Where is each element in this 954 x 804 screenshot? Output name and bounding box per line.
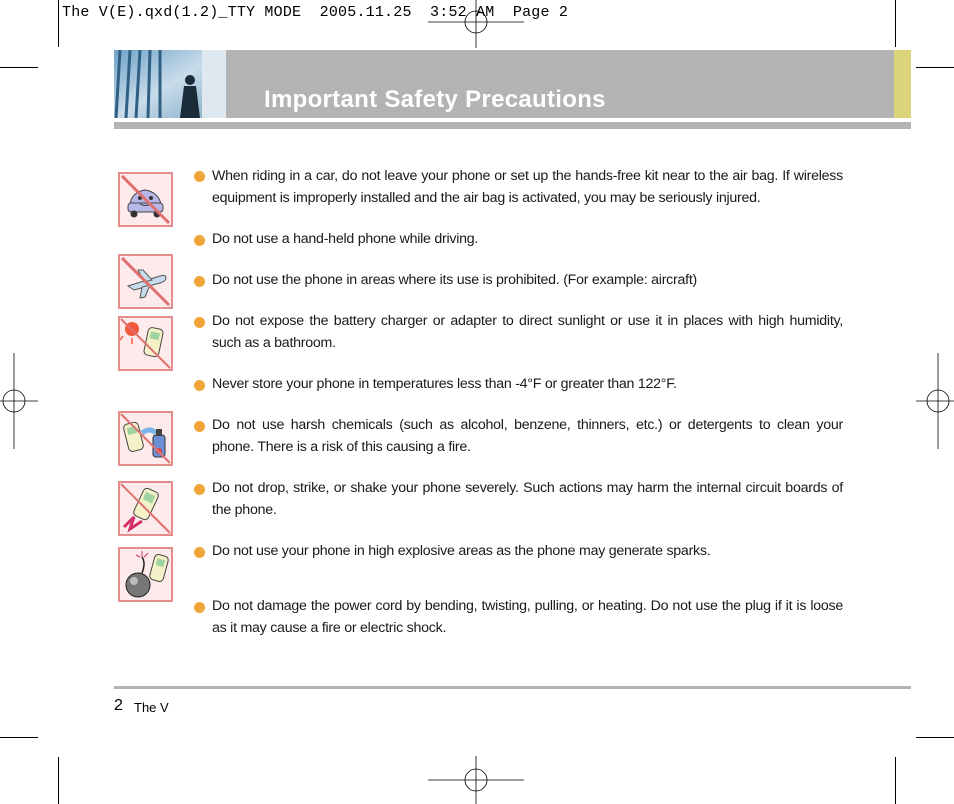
footer-label: The V bbox=[134, 700, 169, 715]
bullet-dot bbox=[194, 171, 205, 182]
page-number: 2 bbox=[114, 697, 123, 714]
bullet-dot bbox=[194, 235, 205, 246]
list-item: Do not use harsh chemicals (such as alcohol, benzene, thinners, etc.) or detergents to clean your phone. There is a risk of this causing a fire. bbox=[212, 417, 843, 455]
list-item: When riding in a car, do not leave your phone or set up the hands-free kit near to the air bag. If wireless equipment is improperly installed and the air bag is activated, you may be seriously injured. bbox=[212, 168, 843, 206]
registration-mark-top bbox=[428, 0, 524, 48]
registration-mark-right bbox=[916, 353, 954, 449]
footer-rule bbox=[114, 686, 911, 689]
registration-mark-left bbox=[0, 353, 38, 449]
header-photo bbox=[114, 50, 226, 118]
bullet-dot bbox=[194, 484, 205, 495]
bullet-dot bbox=[194, 602, 205, 613]
list-item: Do not use your phone in high explosive areas as the phone may generate sparks. bbox=[212, 543, 711, 559]
bullet-dot bbox=[194, 421, 205, 432]
list-item: Never store your phone in temperatures less than -4°F or greater than 122°F. bbox=[212, 376, 677, 392]
no-aircraft-icon bbox=[118, 254, 173, 309]
phone-drop-icon bbox=[118, 481, 173, 536]
bullet-dot bbox=[194, 547, 205, 558]
page-title: Important Safety Precautions bbox=[264, 86, 606, 113]
list-item: Do not expose the battery charger or adapter to direct sunlight or use it in places with high humidity, such as a bathroom. bbox=[212, 313, 843, 351]
bullet-dot bbox=[194, 380, 205, 391]
header-accent-bar bbox=[894, 50, 911, 118]
bullet-dot bbox=[194, 317, 205, 328]
list-item: Do not drop, strike, or shake your phone severely. Such actions may harm the internal circuit boards of the phone. bbox=[212, 480, 843, 518]
explosive-bomb-icon bbox=[118, 547, 173, 602]
sun-heat-icon bbox=[118, 316, 173, 371]
list-item: Do not damage the power cord by bending, twisting, pulling, or heating. Do not use the plug if it is loose as it may cause a fire or electric shock. bbox=[212, 598, 843, 636]
registration-mark-bottom bbox=[428, 756, 524, 804]
chemical-spray-icon bbox=[118, 411, 173, 466]
slug-line: The V(E).qxd(1.2)_TTY MODE 2005.11.25 3:52 AM Page 2 bbox=[62, 4, 569, 21]
bullet-dot bbox=[194, 276, 205, 287]
list-item: Do not use the phone in areas where its use is prohibited. (For example: aircraft) bbox=[212, 272, 697, 288]
no-car-phone-icon bbox=[118, 172, 173, 227]
header-rule bbox=[114, 122, 911, 129]
list-item: Do not use a hand-held phone while driving. bbox=[212, 231, 479, 247]
